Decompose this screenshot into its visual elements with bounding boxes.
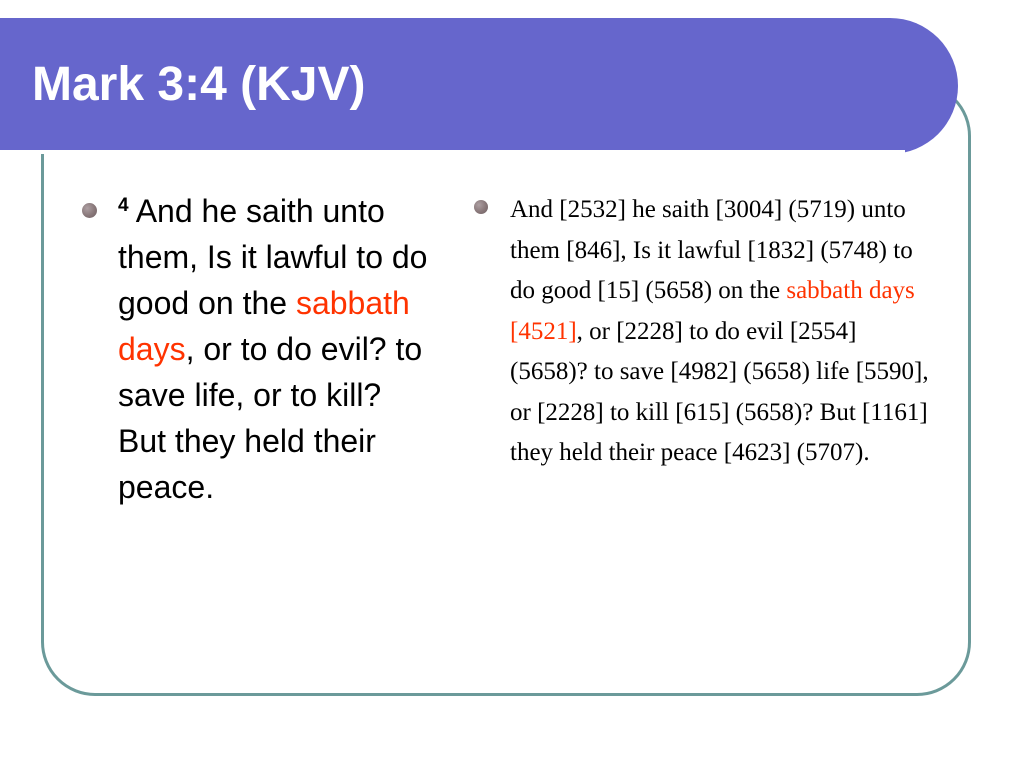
kjv-verse-column	[82, 188, 432, 510]
strongs-text-after: , or [2228] to do evil [2554] (5658)? to save [4982] (5658) life [5590], or [2228] to kill [615] (5658)? But [1161] they held their peace [4623] (5707).	[510, 317, 929, 466]
strongs-text	[510, 190, 932, 474]
strongs-text-before: And [2532] he saith [3004] (5719) unto them [846], Is it lawful [1832] (5748) to do good [15] (5658) on the	[510, 196, 913, 304]
verse-number: 4	[118, 195, 129, 216]
verse-highlight: sabbath days	[118, 285, 410, 367]
title-underline	[0, 150, 905, 154]
verse-text-before: And he saith unto them, Is it lawful to do good on the	[118, 193, 428, 321]
strongs-bullet	[472, 190, 932, 474]
slide-title: Mark 3:4 (KJV)	[32, 58, 366, 111]
verse-text-after: , or to do evil? to save life, or to kill? But they held their peace.	[118, 331, 423, 505]
strongs-column	[472, 190, 932, 474]
kjv-verse-text	[118, 188, 432, 510]
bullet-icon	[82, 203, 97, 218]
bullet-icon	[474, 200, 488, 214]
strongs-highlight: sabbath days [4521]	[510, 277, 915, 345]
title-bar	[0, 18, 958, 154]
kjv-verse-bullet	[82, 188, 432, 510]
